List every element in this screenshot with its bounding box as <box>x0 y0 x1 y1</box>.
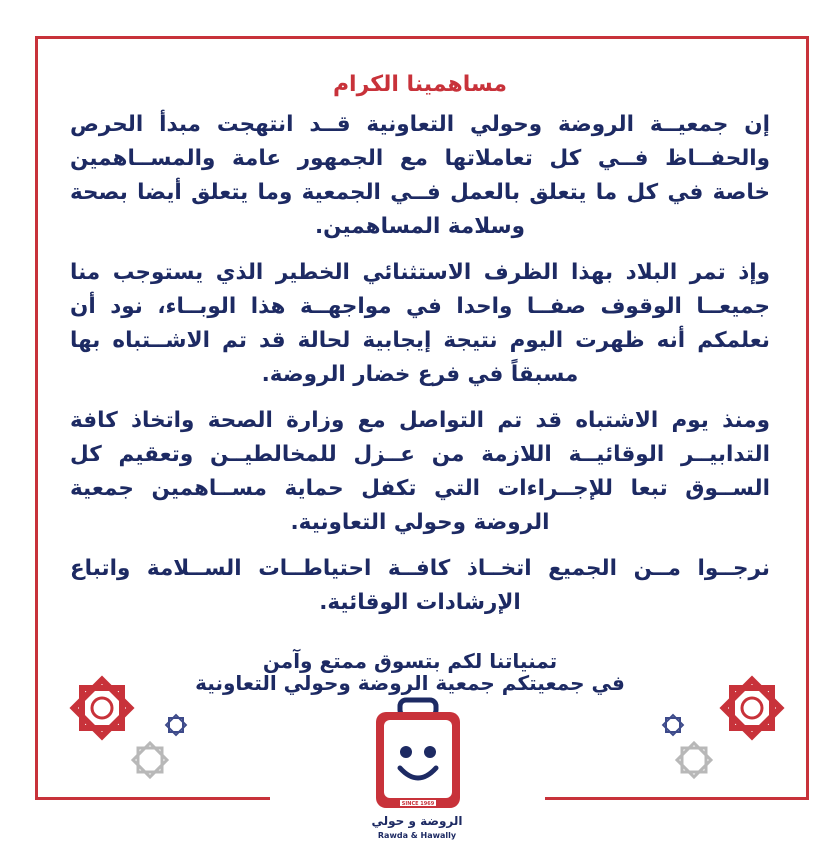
logo-name-arabic: الروضة و حولي <box>371 814 463 828</box>
red-star-ornament-right <box>712 668 792 748</box>
rawda-hawally-logo <box>370 696 466 812</box>
closing-line-2: في جمعيتكم جمعية الروضة وحولي التعاونية <box>195 671 625 695</box>
paragraph-3: ومنذ يوم الاشتباه قد تم التواصل مع وزارة الصحة واتخاذ كافة التدابيــر الوقائيــة اللازمة من عــزل للمخالطيــن وتعقيم كل الســوق تبعا للإجــراءات التي تكفل حماية مســاهمين جمعية الروضة وحولي التعاونية. <box>70 408 770 535</box>
border-bottom-left <box>35 797 270 800</box>
logo-since-label: SINCE 1969 <box>401 801 435 807</box>
paragraph-2: وإذ تمر البلاد بهذا الظرف الاستثنائي الخطير الذي يستوجب منا جميعــا الوقوف صفــا واحدا في مواجهــة هذا الوبــاء، نود أن نعلمكم أنه ظهرت اليوم نتيجة إيجابية لحالة قد تم الاشــتباه بها مسبقاً في فرع خضار الروضة. <box>70 260 770 387</box>
gray-star-ornament-left <box>128 738 172 782</box>
gray-star-ornament-right <box>672 738 716 782</box>
border-bottom-right <box>545 797 809 800</box>
closing-wishes <box>150 650 670 694</box>
letter-greeting: مساهمينا الكرام <box>332 72 508 97</box>
paragraph-4: نرجــوا مــن الجميع اتخــاذ كافــة احتياطــات الســلامة واتباع الإرشادات الوقائية. <box>70 556 770 615</box>
red-star-ornament-left <box>62 668 142 748</box>
closing-line-1: تمنياتنا لكم بتسوق ممتع وآمن <box>262 649 558 673</box>
paragraph-1: إن جمعيــة الروضة وحولي التعاونية قــد انتهجت مبدأ الحرص والحفــاظ فــي كل تعاملاتها مع الجمهور عامة والمســاهمين خاصة في كل ما يتعلق بالعمل فــي الجمعية وما يتعلق أيضا بصحة وسلامة المساهمين. <box>70 112 770 239</box>
letter-body <box>70 70 770 632</box>
blue-star-ornament-left <box>163 712 189 738</box>
blue-star-ornament-right <box>660 712 686 738</box>
logo-name-english: Rawda & Hawally <box>377 831 457 840</box>
